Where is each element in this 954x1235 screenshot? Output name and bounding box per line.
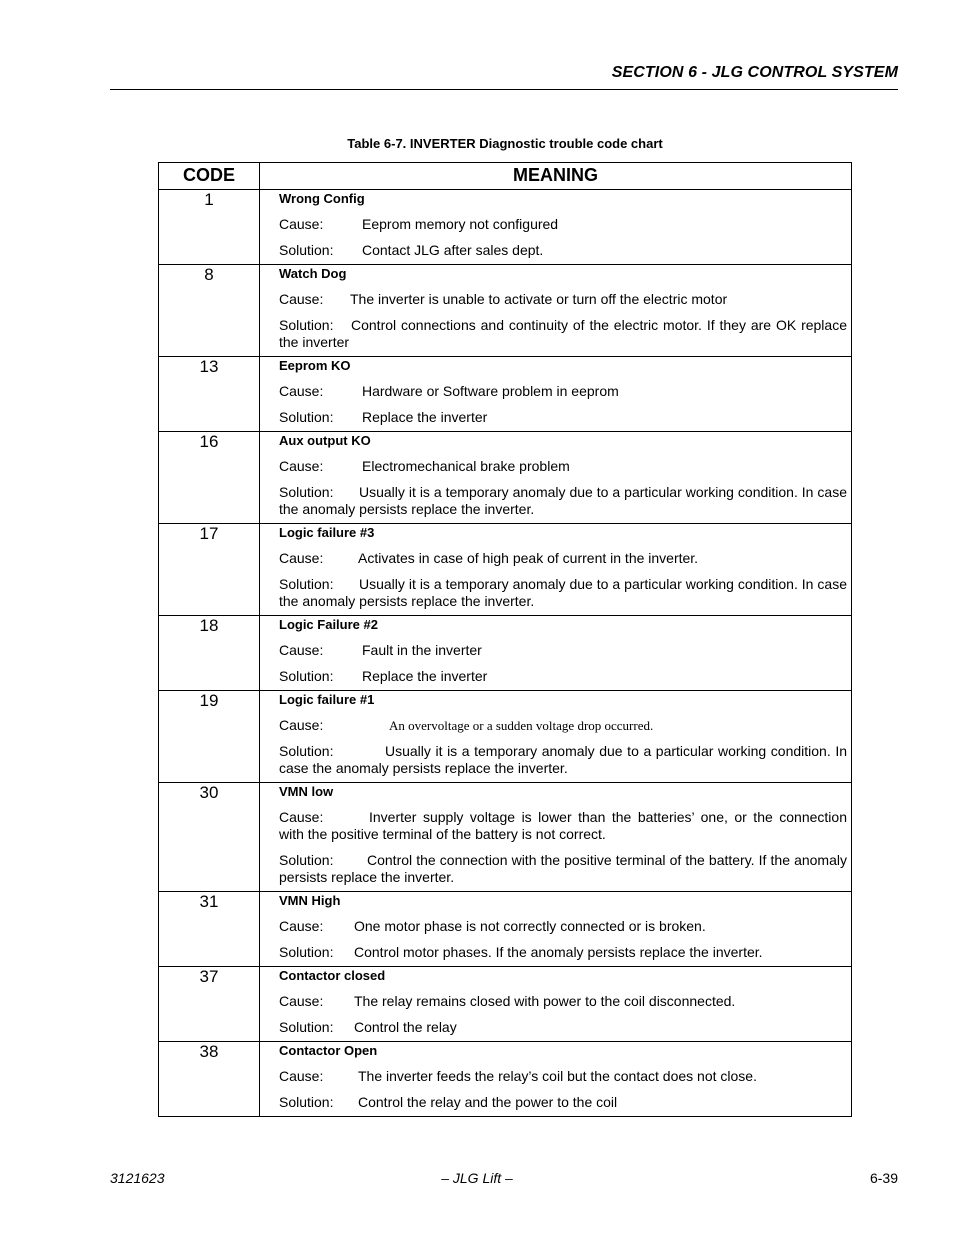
code-meaning — [260, 967, 852, 1042]
solution-line — [279, 944, 847, 961]
code-meaning — [260, 691, 852, 783]
solution-text: Usually it is a temporary anomaly due to a particular working condition. In case the anomaly persists replace the inverter. — [279, 484, 847, 517]
solution-line — [279, 743, 847, 777]
fault-name: Watch Dog — [279, 266, 347, 281]
cause-label: Cause: — [279, 642, 324, 658]
code-meaning — [260, 1042, 852, 1117]
cause-line — [279, 216, 847, 233]
solution-text: Control the relay — [354, 1019, 457, 1035]
solution-line — [279, 317, 847, 351]
solution-text: Control connections and continuity of the electric motor. If they are OK replace the inverter — [279, 317, 847, 350]
solution-label: Solution: — [279, 1019, 334, 1035]
solution-label: Solution: — [279, 944, 334, 960]
cause-text: The inverter feeds the relay’s coil but the contact does not close. — [358, 1068, 757, 1084]
code-meaning — [260, 357, 852, 432]
solution-line — [279, 1094, 847, 1111]
section-title: SECTION 6 - JLG CONTROL SYSTEM — [611, 64, 898, 81]
fault-name: Wrong Config — [279, 191, 365, 206]
table-row — [159, 1042, 852, 1117]
document-number: 3121623 — [110, 1170, 165, 1186]
table-row — [159, 265, 852, 357]
table-row — [159, 967, 852, 1042]
solution-text: Usually it is a temporary anomaly due to a particular working condition. In case the anomaly persists replace the inverter. — [279, 743, 847, 776]
cause-line — [279, 993, 847, 1010]
table-row — [159, 524, 852, 616]
cause-text: One motor phase is not correctly connected or is broken. — [354, 918, 706, 934]
trouble-code: 16 — [159, 432, 260, 524]
cause-text: An overvoltage or a sudden voltage drop occurred. — [389, 718, 654, 733]
solution-text: Control the relay and the power to the coil — [358, 1094, 618, 1110]
cause-line — [279, 918, 847, 935]
trouble-code: 19 — [159, 691, 260, 783]
cause-line — [279, 458, 847, 475]
code-meaning — [260, 190, 852, 265]
cause-text: Activates in case of high peak of current in the inverter. — [358, 550, 699, 566]
trouble-code: 18 — [159, 616, 260, 691]
cause-line — [279, 383, 847, 400]
solution-label: Solution: — [279, 484, 334, 500]
fault-name: Logic Failure #2 — [279, 617, 378, 632]
cause-label: Cause: — [279, 993, 324, 1009]
cause-line — [279, 550, 847, 567]
cause-text: Fault in the inverter — [362, 642, 482, 658]
solution-text: Replace the inverter — [362, 668, 488, 684]
cause-label: Cause: — [279, 216, 324, 232]
solution-label: Solution: — [279, 576, 334, 592]
fault-name: Contactor closed — [279, 968, 386, 983]
solution-label: Solution: — [279, 317, 334, 333]
trouble-code: 31 — [159, 892, 260, 967]
cause-label: Cause: — [279, 918, 324, 934]
cause-label: Cause: — [279, 717, 324, 733]
cause-text: The inverter is unable to activate or turn off the electric motor — [350, 291, 728, 307]
cause-text: The relay remains closed with power to the coil disconnected. — [354, 993, 736, 1009]
solution-label: Solution: — [279, 668, 334, 684]
cause-label: Cause: — [279, 809, 324, 825]
cause-label: Cause: — [279, 383, 324, 399]
fault-name: Logic failure #1 — [279, 692, 375, 707]
solution-line — [279, 484, 847, 518]
table-row — [159, 616, 852, 691]
code-meaning — [260, 524, 852, 616]
cause-label: Cause: — [279, 291, 324, 307]
table-row — [159, 783, 852, 892]
cause-text: Electromechanical brake problem — [362, 458, 570, 474]
solution-text: Replace the inverter — [362, 409, 488, 425]
solution-label: Solution: — [279, 1094, 334, 1110]
fault-name: VMN High — [279, 893, 341, 908]
solution-label: Solution: — [279, 852, 334, 868]
code-meaning — [260, 783, 852, 892]
fault-name: Aux output KO — [279, 433, 371, 448]
table-row — [159, 892, 852, 967]
table-row — [159, 691, 852, 783]
code-meaning — [260, 432, 852, 524]
solution-label: Solution: — [279, 409, 334, 425]
cause-line — [279, 291, 847, 308]
fault-name: Contactor Open — [279, 1043, 378, 1058]
table-header-row — [159, 163, 852, 190]
cause-text: Hardware or Software problem in eeprom — [362, 383, 619, 399]
header-rule — [110, 89, 898, 90]
table-row — [159, 432, 852, 524]
footer-brand: – JLG Lift – — [441, 1170, 513, 1186]
solution-line — [279, 668, 847, 685]
trouble-code: 17 — [159, 524, 260, 616]
cause-line — [279, 642, 847, 659]
trouble-code: 1 — [159, 190, 260, 265]
solution-line — [279, 576, 847, 610]
table-row — [159, 357, 852, 432]
fault-name: Eeprom KO — [279, 358, 351, 373]
solution-text: Control motor phases. If the anomaly persists replace the inverter. — [354, 944, 763, 960]
solution-line — [279, 409, 847, 426]
cause-text: Eeprom memory not configured — [362, 216, 559, 232]
cause-label: Cause: — [279, 550, 324, 566]
cause-text: Inverter supply voltage is lower than the batteries’ one, or the connection with the positive terminal of the battery is not correct. — [279, 809, 847, 842]
code-column-header: CODE — [159, 163, 260, 190]
cause-label: Cause: — [279, 458, 324, 474]
diagnostic-code-table — [158, 162, 852, 1117]
page-number: 6-39 — [869, 1170, 898, 1186]
table-title: Table 6-7. INVERTER Diagnostic trouble code chart — [347, 136, 663, 151]
solution-text: Contact JLG after sales dept. — [362, 242, 544, 258]
code-meaning — [260, 616, 852, 691]
solution-text: Usually it is a temporary anomaly due to a particular working condition. In case the anomaly persists replace the inverter. — [279, 576, 847, 609]
cause-line — [279, 809, 847, 843]
table-row — [159, 190, 852, 265]
cause-line — [279, 1068, 847, 1085]
solution-line — [279, 852, 847, 886]
solution-label: Solution: — [279, 743, 334, 759]
fault-name: Logic failure #3 — [279, 525, 375, 540]
trouble-code: 37 — [159, 967, 260, 1042]
solution-label: Solution: — [279, 242, 334, 258]
cause-line — [279, 717, 847, 734]
meaning-column-header: MEANING — [260, 163, 852, 190]
fault-name: VMN low — [279, 784, 334, 799]
code-meaning — [260, 265, 852, 357]
trouble-code: 13 — [159, 357, 260, 432]
trouble-code: 8 — [159, 265, 260, 357]
code-meaning — [260, 892, 852, 967]
cause-label: Cause: — [279, 1068, 324, 1084]
solution-text: Control the connection with the positive terminal of the battery. If the anomaly persists replace the inverter. — [279, 852, 847, 885]
trouble-code: 38 — [159, 1042, 260, 1117]
solution-line — [279, 242, 847, 259]
solution-line — [279, 1019, 847, 1036]
trouble-code: 30 — [159, 783, 260, 892]
